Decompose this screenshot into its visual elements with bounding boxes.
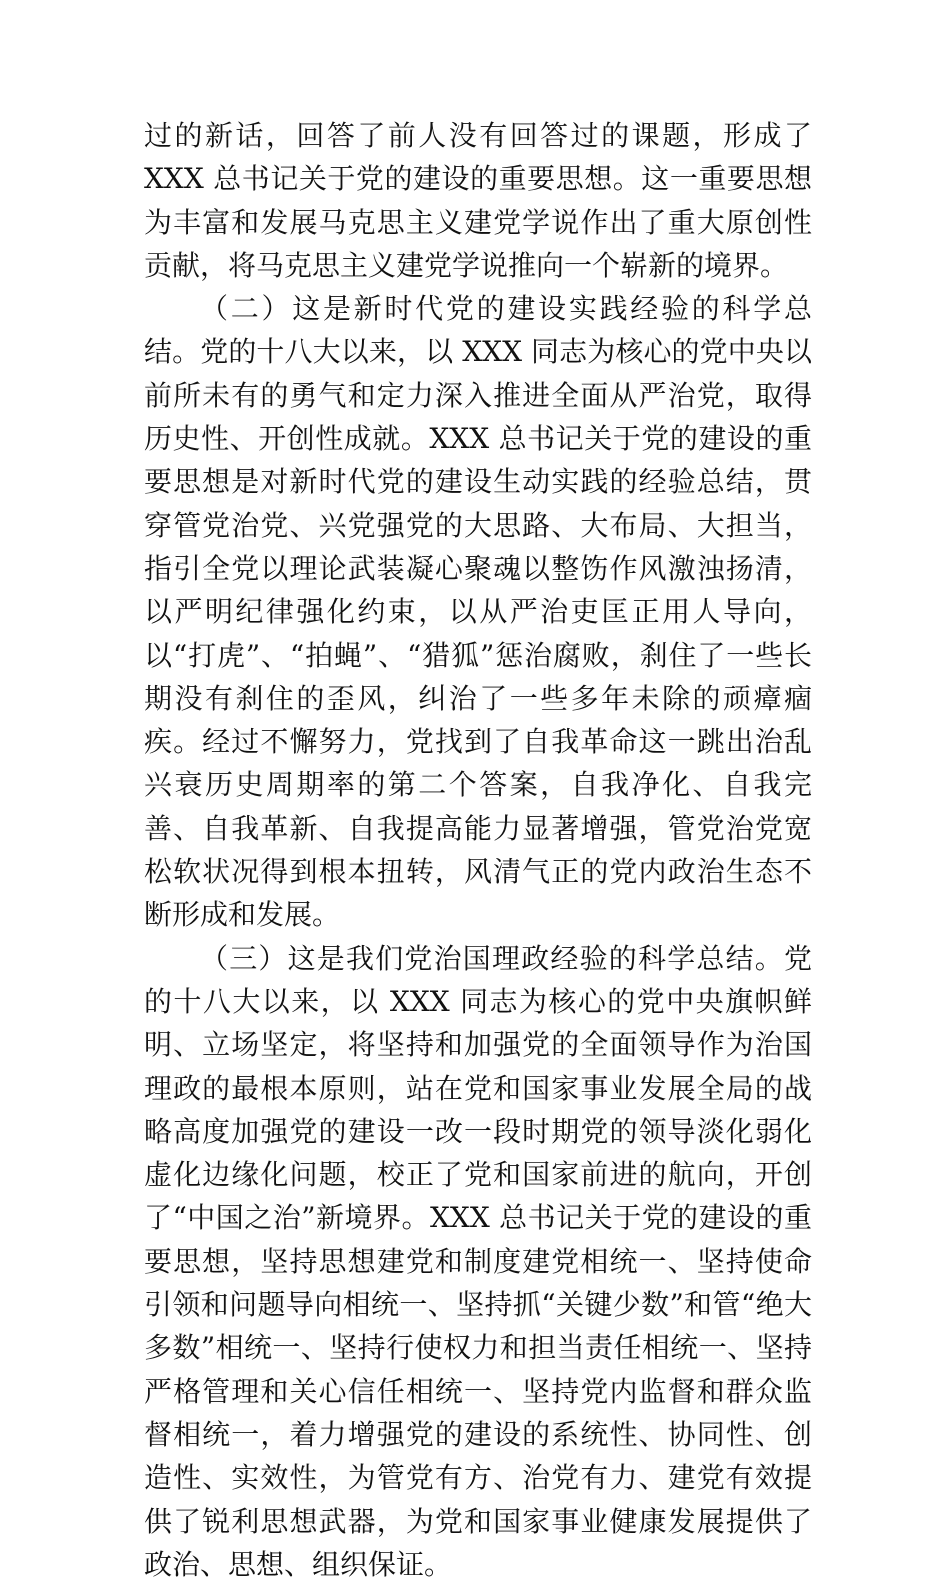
paragraph-section-two: （二）这是新时代党的建设实践经验的科学总结。党的十八大以来，以 XXX 同志为核心的党中央以前所未有的勇气和定力深入推进全面从严治党，取得历史性、开创性成就。XXX 总书记关于党的建设的重要思想是对新时代党的建设生动实践的经验总结，贯穿管党治党、兴党强党的大思路、大布局、大担当，指引全党以理论武装凝心聚魂以整饬作风激浊扬清，以严明纪律强化约束，以从严治吏匡正用人导向，以“打虎”、“拍蝇”、“猎狐”惩治腐败，刹住了一些长期没有刹住的歪风，纠治了一些多年未除的顽瘴痼疾。经过不懈努力，党找到了自我革命这一跳出治乱兴衰历史周期率的第二个答案，自我净化、自我完善、自我革新、自我提高能力显著增强，管党治党宽松软状况得到根本扭转，风清气正的党内政治生态不断形成和发展。 (144, 292, 812, 932)
document-body (144, 114, 812, 1586)
paragraph-continuation: 过的新话，回答了前人没有回答过的课题，形成了 XXX 总书记关于党的建设的重要思想。这一重要思想为丰富和发展马克思主义建党学说作出了重大原创性贡献，将马克思主义建党学说推向一个崭新的境界。 (144, 119, 812, 282)
paragraph-section-three: （三）这是我们党治国理政经验的科学总结。党的十八大以来，以 XXX 同志为核心的党中央旗帜鲜明、立场坚定，将坚持和加强党的全面领导作为治国理政的最根本原则，站在党和国家事业发展全局的战略高度加强党的建设一改一段时期党的领导淡化弱化虚化边缘化问题，校正了党和国家前进的航向，开创了“中国之治”新境界。XXX 总书记关于党的建设的重要思想，坚持思想建党和制度建党相统一、坚持使命引领和问题导向相统一、坚持抓“关键少数”和管“绝大多数”相统一、坚持行使权力和担当责任相统一、坚持严格管理和关心信任相统一、坚持党内监督和群众监督相统一，着力增强党的建设的系统性、协同性、创造性、实效性，为管党有方、治党有力、建党有效提供了锐利思想武器，为党和国家事业健康发展提供了政治、思想、组织保证。 (144, 941, 812, 1581)
